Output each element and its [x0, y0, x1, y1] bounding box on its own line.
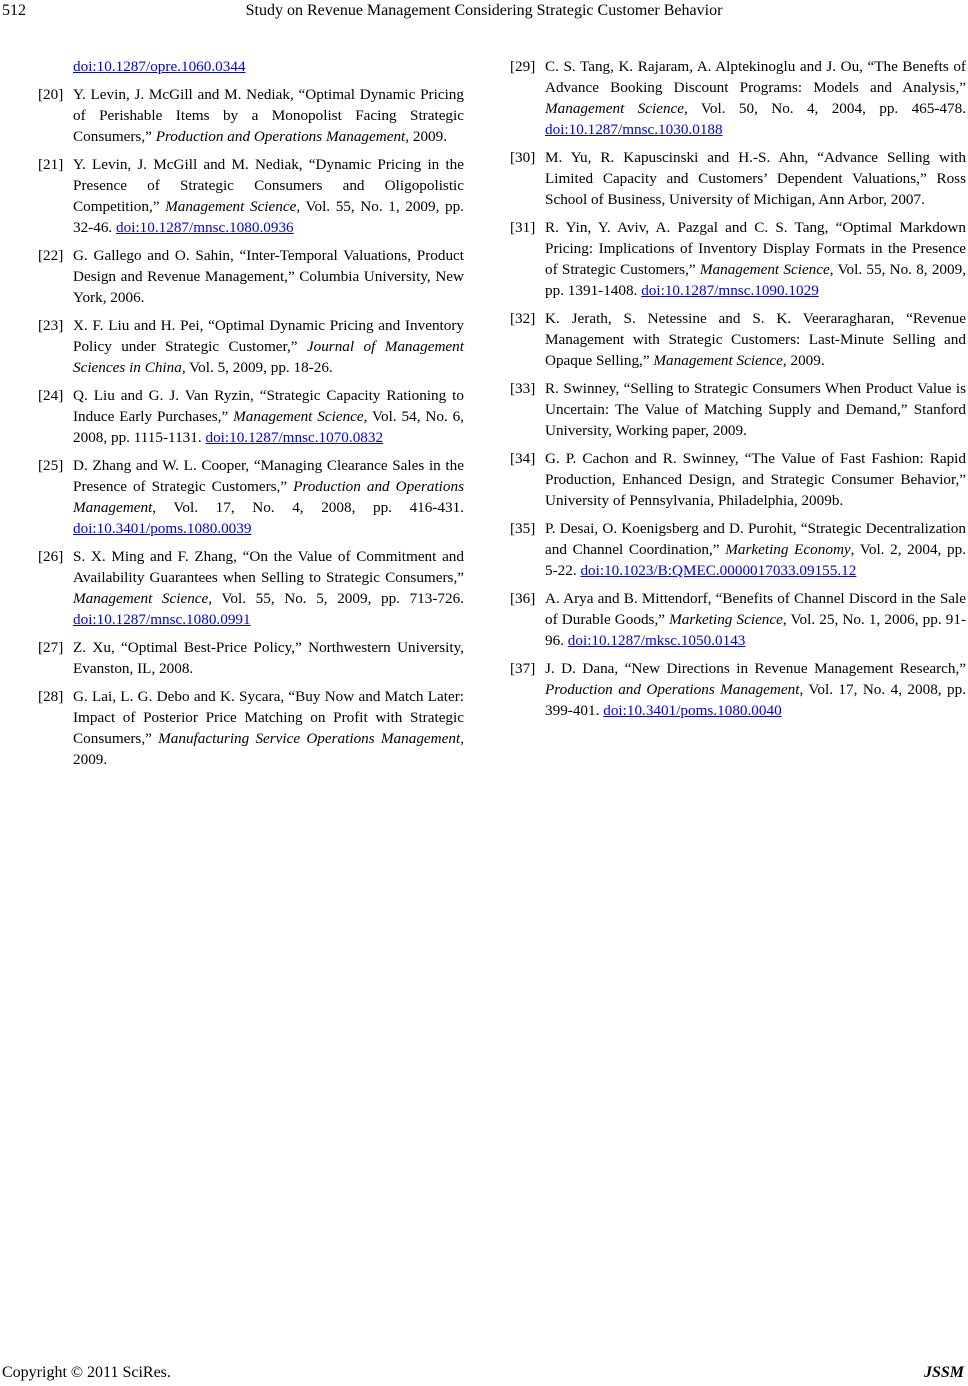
copyright: Copyright © 2011 SciRes. [2, 1364, 171, 1381]
reference-number: [29] [510, 58, 536, 75]
reference-item [38, 154, 464, 238]
reference-text: R. Swinney, “Selling to Strategic Consumers When Product Value is Uncertain: The Value of Matching Supply and Demand,” Stanford University, Working paper, 2009. [545, 380, 966, 439]
doi-link[interactable]: doi:10.3401/poms.1080.0039 [73, 520, 252, 537]
page-header [0, 0, 968, 24]
reference-text: P. Desai, O. Koenigsberg and D. Purohit, “Strategic Decentralization and Channel Coordination,” [545, 520, 966, 558]
source-title: Management Science [545, 100, 685, 117]
reference-text: M. Yu, R. Kapuscinski and H.-S. Ahn, “Advance Selling with Limited Capacity and Customers’ Dependent Valuations,” Ross School of Business, University of Michigan, Ann Arbor, 2007. [545, 149, 966, 208]
reference-item [38, 637, 464, 679]
reference-text: D. Zhang and W. L. Cooper, “Managing Clearance Sales in the Presence of Strategic Customers,” [73, 457, 464, 495]
source-title: Marketing Science [669, 611, 783, 628]
reference-text: X. F. Liu and H. Pei, “Optimal Dynamic Pricing and Inventory Policy under Strategic Customer,” [73, 317, 464, 355]
doi-link[interactable]: doi:10.1287/mnsc.1070.0832 [205, 429, 384, 446]
reference-text: S. X. Ming and F. Zhang, “On the Value of Commitment and Availability Guarantees when Selling to Strategic Consumers,” [73, 548, 464, 586]
source-title: Management Science [699, 261, 830, 278]
reference-text: G. Lai, L. G. Debo and K. Sycara, “Buy Now and Match Later: Impact of Posterior Price Matching on Profit with Strategic Consumers,” [73, 688, 464, 747]
reference-item [510, 217, 966, 301]
reference-number: [37] [510, 660, 536, 677]
reference-text: K. Jerath, S. Netessine and S. K. Veeraragharan, “Revenue Management with Strategic Customers: Last-Minute Selling and Opaque Selling,” [545, 310, 966, 369]
reference-number: [34] [510, 450, 536, 467]
reference-number: [22] [38, 247, 64, 264]
reference-item [510, 378, 966, 441]
reference-number: [21] [38, 156, 64, 173]
journal-abbrev: JSSM [923, 1364, 964, 1381]
reference-number: [31] [510, 219, 536, 236]
doi-link[interactable]: doi:10.1287/opre.1060.0344 [73, 58, 246, 75]
source-title: Management Science [233, 408, 364, 425]
doi-link[interactable]: doi:10.1287/mksc.1050.0143 [567, 632, 746, 649]
reference-text: Y. Levin, J. McGill and M. Nediak, “Optimal Dynamic Pricing of Perishable Items by a Monopolist Facing Strategic Consumers,” [73, 86, 464, 145]
source-title: Production and Operations Management [545, 681, 800, 698]
page-footer [2, 1364, 966, 1382]
reference-text: , Vol. 17, No. 4, 2008, pp. 416-431. [152, 499, 464, 516]
source-title: Production and Operations Management [155, 128, 406, 145]
reference-text: R. Yin, Y. Aviv, A. Pazgal and C. S. Tang, “Optimal Markdown Pricing: Implications of Inventory Display Formats in the Presence of Strategic Customers,” [545, 219, 966, 278]
reference-item [510, 308, 966, 371]
reference-number: [26] [38, 548, 64, 565]
reference-text: C. S. Tang, K. Rajaram, A. Alptekinoglu and J. Ou, “The Benefts of Advance Booking Discount Programs: Models and Analysis,” [545, 58, 966, 96]
reference-item [510, 448, 966, 511]
source-title: Management Science [73, 590, 209, 607]
reference-text: , 2009. [73, 730, 464, 768]
doi-link[interactable]: doi:10.1287/mnsc.1080.0991 [73, 611, 251, 628]
reference-item [510, 658, 966, 721]
reference-number: [23] [38, 317, 64, 334]
reference-text: , Vol. 55, No. 8, 2009, pp. 1391-1408. [545, 261, 967, 299]
reference-number: [20] [38, 86, 64, 103]
reference-item [38, 315, 464, 378]
reference-text: Y. Levin, J. McGill and M. Nediak, “Dynamic Pricing in the Presence of Strategic Consumers and Oligopolistic Competition,” [73, 156, 464, 215]
running-title: Study on Revenue Management Considering Strategic Customer Behavior [245, 2, 723, 19]
reference-item [510, 147, 966, 210]
reference-text: G. Gallego and O. Sahin, “Inter-Temporal Valuations, Product Design and Revenue Management,” Columbia University, New York, 2006. [73, 247, 464, 306]
reference-text: G. P. Cachon and R. Swinney, “The Value of Fast Fashion: Rapid Production, Enhanced Design, and Strategic Consumer Behavior,” University of Pennsylvania, Philadelphia, 2009b. [545, 450, 966, 509]
reference-number: [36] [510, 590, 536, 607]
source-title: Management Science [165, 198, 297, 215]
doi-link[interactable]: doi:10.1287/mnsc.1030.0188 [545, 121, 723, 138]
reference-item [510, 56, 966, 140]
reference-number: [28] [38, 688, 64, 705]
doi-link[interactable]: doi:10.3401/poms.1080.0040 [603, 702, 782, 719]
reference-number: [35] [510, 520, 536, 537]
source-title: Management Science [653, 352, 783, 369]
reference-text: , Vol. 50, No. 4, 2004, pp. 465-478. [684, 100, 966, 117]
reference-number: [27] [38, 639, 64, 656]
reference-text: , Vol. 2, 2004, pp. 5-22. [545, 541, 966, 579]
source-title: Production and Operations Management [73, 478, 464, 516]
reference-item [38, 686, 464, 770]
doi-link[interactable]: doi:10.1287/mnsc.1080.0936 [116, 219, 294, 236]
reference-number: [30] [510, 149, 536, 166]
references-right-column [510, 56, 966, 728]
doi-link[interactable]: doi:10.1023/B:QMEC.0000017033.09155.12 [580, 562, 857, 579]
reference-text: , Vol. 55, No. 1, 2009, pp. 32-46. [73, 198, 464, 236]
reference-item [38, 546, 464, 630]
reference-text: , 2009. [405, 128, 448, 145]
reference-text: Q. Liu and G. J. Van Ryzin, “Strategic Capacity Rationing to Induce Early Purchases,” [73, 387, 464, 425]
page-number: 512 [2, 2, 26, 19]
reference-item [38, 455, 464, 539]
references-left-column [38, 56, 464, 777]
reference-text: , Vol. 5, 2009, pp. 18-26. [181, 359, 333, 376]
reference-text: Z. Xu, “Optimal Best-Price Policy,” Northwestern University, Evanston, IL, 2008. [73, 639, 464, 677]
reference-text: A. Arya and B. Mittendorf, “Benefits of Channel Discord in the Sale of Durable Goods,” [545, 590, 966, 628]
reference-text: , Vol. 17, No. 4, 2008, pp. 399-401. [545, 681, 967, 719]
reference-number: [33] [510, 380, 536, 397]
reference-item [510, 518, 966, 581]
reference-text: , 2009. [782, 352, 825, 369]
reference-number: [25] [38, 457, 64, 474]
reference-item [38, 84, 464, 147]
source-title: Journal of Management Sciences in China [73, 338, 464, 376]
reference-number: [32] [510, 310, 536, 327]
reference-number: [24] [38, 387, 64, 404]
reference-item [38, 245, 464, 308]
reference-text: , Vol. 25, No. 1, 2006, pp. 91-96. [545, 611, 967, 649]
source-title: Marketing Economy [725, 541, 851, 558]
reference-text: , Vol. 54, No. 6, 2008, pp. 1115-1131. [73, 408, 465, 446]
reference-text: J. D. Dana, “New Directions in Revenue Management Research,” [545, 660, 966, 677]
reference-item [510, 588, 966, 651]
reference-text: , Vol. 55, No. 5, 2009, pp. 713-726. [208, 590, 464, 607]
reference-item [38, 385, 464, 448]
doi-link[interactable]: doi:10.1287/mnsc.1090.1029 [641, 282, 819, 299]
source-title: Manufacturing Service Operations Management [158, 730, 461, 747]
